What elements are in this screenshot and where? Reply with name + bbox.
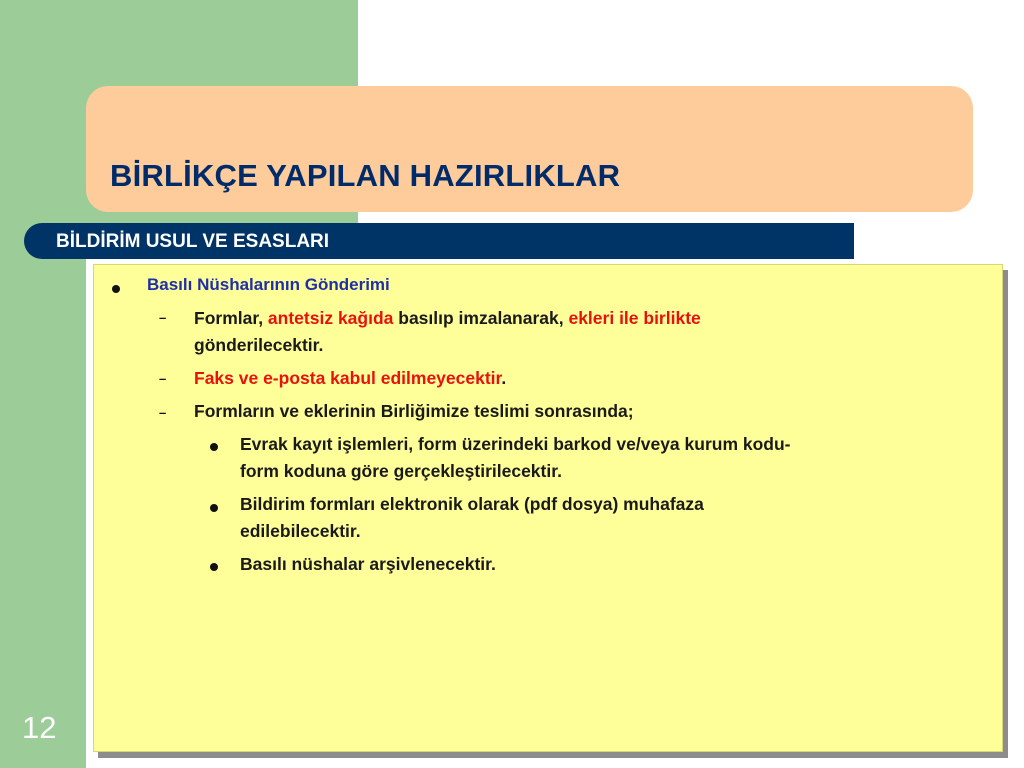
list-item-forms-text-2: basılıp imzalanarak, [393,308,569,328]
list-item-forms-line2: gönderilecektir. [194,335,324,355]
subitem-archive: Basılı nüshalar arşivlenecektir. [240,554,496,574]
bullet-icon [112,285,120,293]
subitem-registry-line2: form koduna göre gerçekleştirilecektir. [240,461,562,481]
slide-title: BİRLİKÇE YAPILAN HAZIRLIKLAR [110,158,621,193]
dash-icon: – [159,405,167,420]
content-box [93,264,1003,752]
list-item-delivery: Formların ve eklerinin Birliğimize teslimi sonrasında; [194,401,634,421]
dash-icon: – [159,310,167,325]
list-item-forms [194,305,974,332]
page-number: 12 [22,710,57,745]
list-item-forms-highlight-1: antetsiz kağıda [267,308,394,328]
bullet-icon [210,563,218,571]
subitem-registry-line1: Evrak kayıt işlemleri, form üzerindeki barkod ve/veya kurum kodu- [240,434,791,454]
subitem-electronic-line1: Bildirim formları elektronik olarak (pdf dosya) muhafaza [240,494,704,514]
subitem-electronic-line2: edilebilecektir. [240,521,361,541]
list-item-fax-text: Faks ve e-posta kabul edilmeyecektir [194,368,502,388]
slide-subtitle: BİLDİRİM USUL VE ESASLARI [56,231,330,252]
level1-heading [147,271,390,298]
bullet-icon [210,443,218,451]
subtitle-bar [24,223,854,259]
list-item-fax-period: . [501,368,507,388]
list-item-forms-highlight-2: ekleri ile birlikte [568,308,701,328]
bullet-icon [210,504,218,512]
level1-heading-text: Basılı Nüshalarının Gönderimi [147,275,390,294]
title-box [86,86,973,212]
dash-icon: – [159,371,167,386]
list-item-forms-text-1: Formlar, [194,308,268,328]
list-item-fax [194,365,506,392]
